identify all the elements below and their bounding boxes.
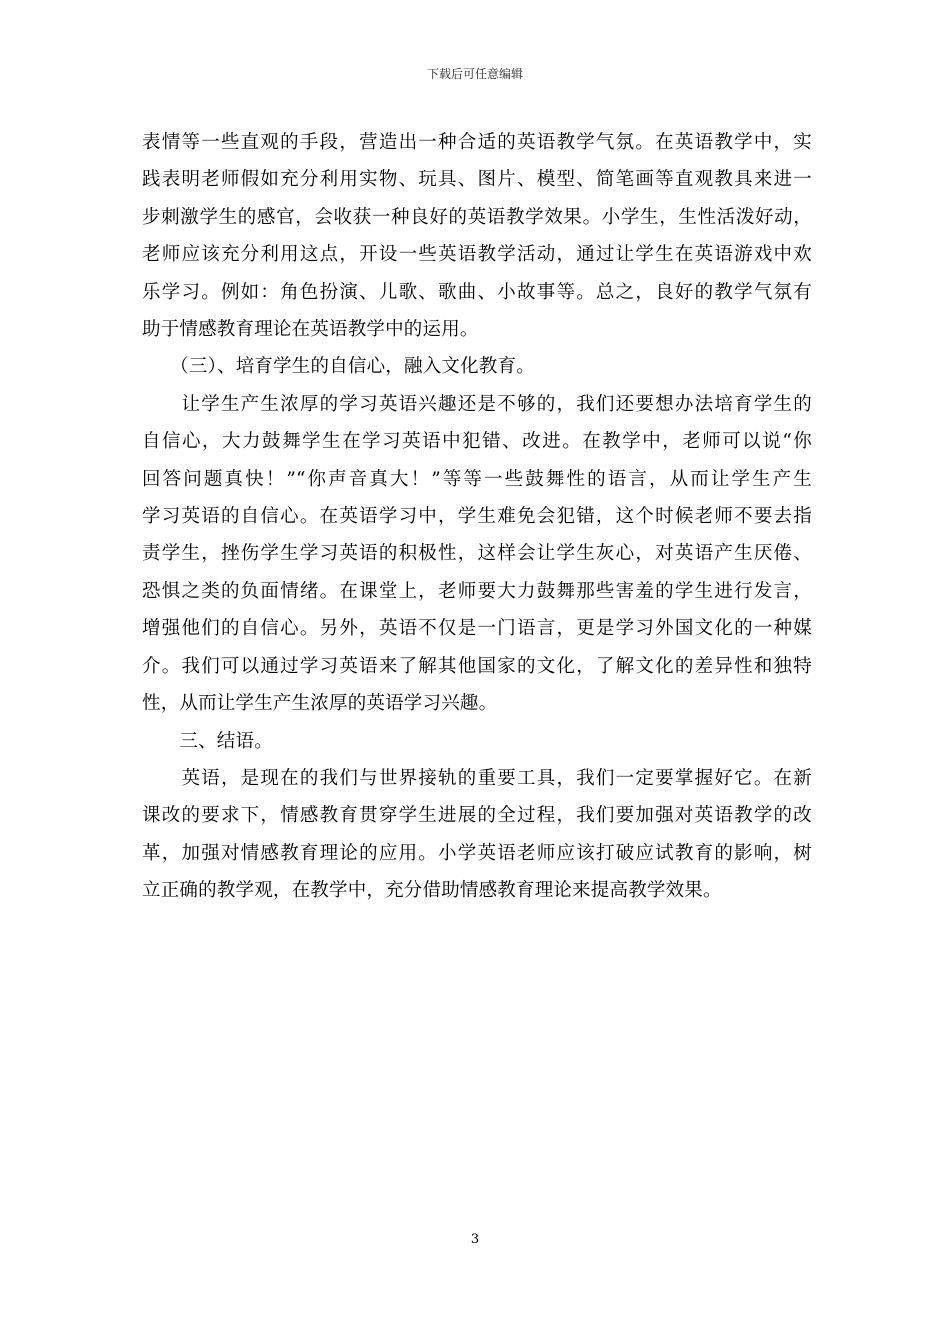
text-line: 增强他们的自信心。另外，英语不仅是一门语言，更是学习外国文化的一种媒 [142, 618, 812, 640]
text-line: 恐惧之类的负面情绪。在课堂上，老师要大力鼓舞那些害羞的学生进行发言， [142, 580, 812, 602]
document-body [142, 124, 812, 910]
section-heading: （三）、培育学生的自信心，融入文化教育。 [142, 356, 535, 378]
text-line: 英语，是现在的我们与世界接轨的重要工具，我们一定要掌握好它。在新 [142, 767, 812, 789]
text-line: 学习英语的自信心。在英语学习中，学生难免会犯错，这个时候老师不要去指 [142, 506, 812, 528]
text-line: 助于情感教育理论在英语教学中的运用。 [142, 319, 479, 341]
page-header: 下载后可任意编辑 [426, 67, 523, 81]
page-number: 3 [470, 1232, 480, 1247]
text-line: 性，从而让学生产生浓厚的英语学习兴趣。 [142, 693, 498, 715]
text-line: 课改的要求下，情感教育贯穿学生进展的全过程，我们要加强对英语教学的改 [142, 805, 812, 827]
text-line: 让学生产生浓厚的学习英语兴趣还是不够的，我们还要想办法培育学生的 [142, 393, 812, 415]
text-line: 立正确的教学观，在教学中，充分借助情感教育理论来提高教学效果。 [142, 880, 722, 902]
text-line: 老师应该充分利用这点，开设一些英语教学活动，通过让学生在英语游戏中欢 [142, 244, 812, 266]
text-line: 回答问题真快！”“你声音真大！”等等一些鼓舞性的语言，从而让学生产生 [142, 468, 812, 490]
text-line: 责学生，挫伤学生学习英语的积极性，这样会让学生灰心，对英语产生厌倦、 [142, 543, 812, 565]
section-heading: 三、结语。 [142, 730, 273, 752]
text-line: 乐学习。例如：角色扮演、儿歌、歌曲、小故事等。总之，良好的教学气氛有 [142, 281, 812, 303]
text-line: 践表明老师假如充分利用实物、玩具、图片、模型、简笔画等直观教具来进一 [142, 169, 812, 191]
text-line: 步刺激学生的感官，会收获一种良好的英语教学效果。小学生，生性活泼好动， [142, 206, 812, 228]
text-line: 自信心，大力鼓舞学生在学习英语中犯错、改进。在教学中，老师可以说“你 [142, 431, 812, 453]
text-line: 表情等一些直观的手段，营造出一种合适的英语教学气氛。在英语教学中，实 [142, 132, 812, 153]
text-line: 革，加强对情感教育理论的应用。小学英语老师应该打破应试教育的影响，树 [142, 842, 812, 864]
text-line: 介。我们可以通过学习英语来了解其他国家的文化，了解文化的差异性和独特 [142, 655, 812, 677]
